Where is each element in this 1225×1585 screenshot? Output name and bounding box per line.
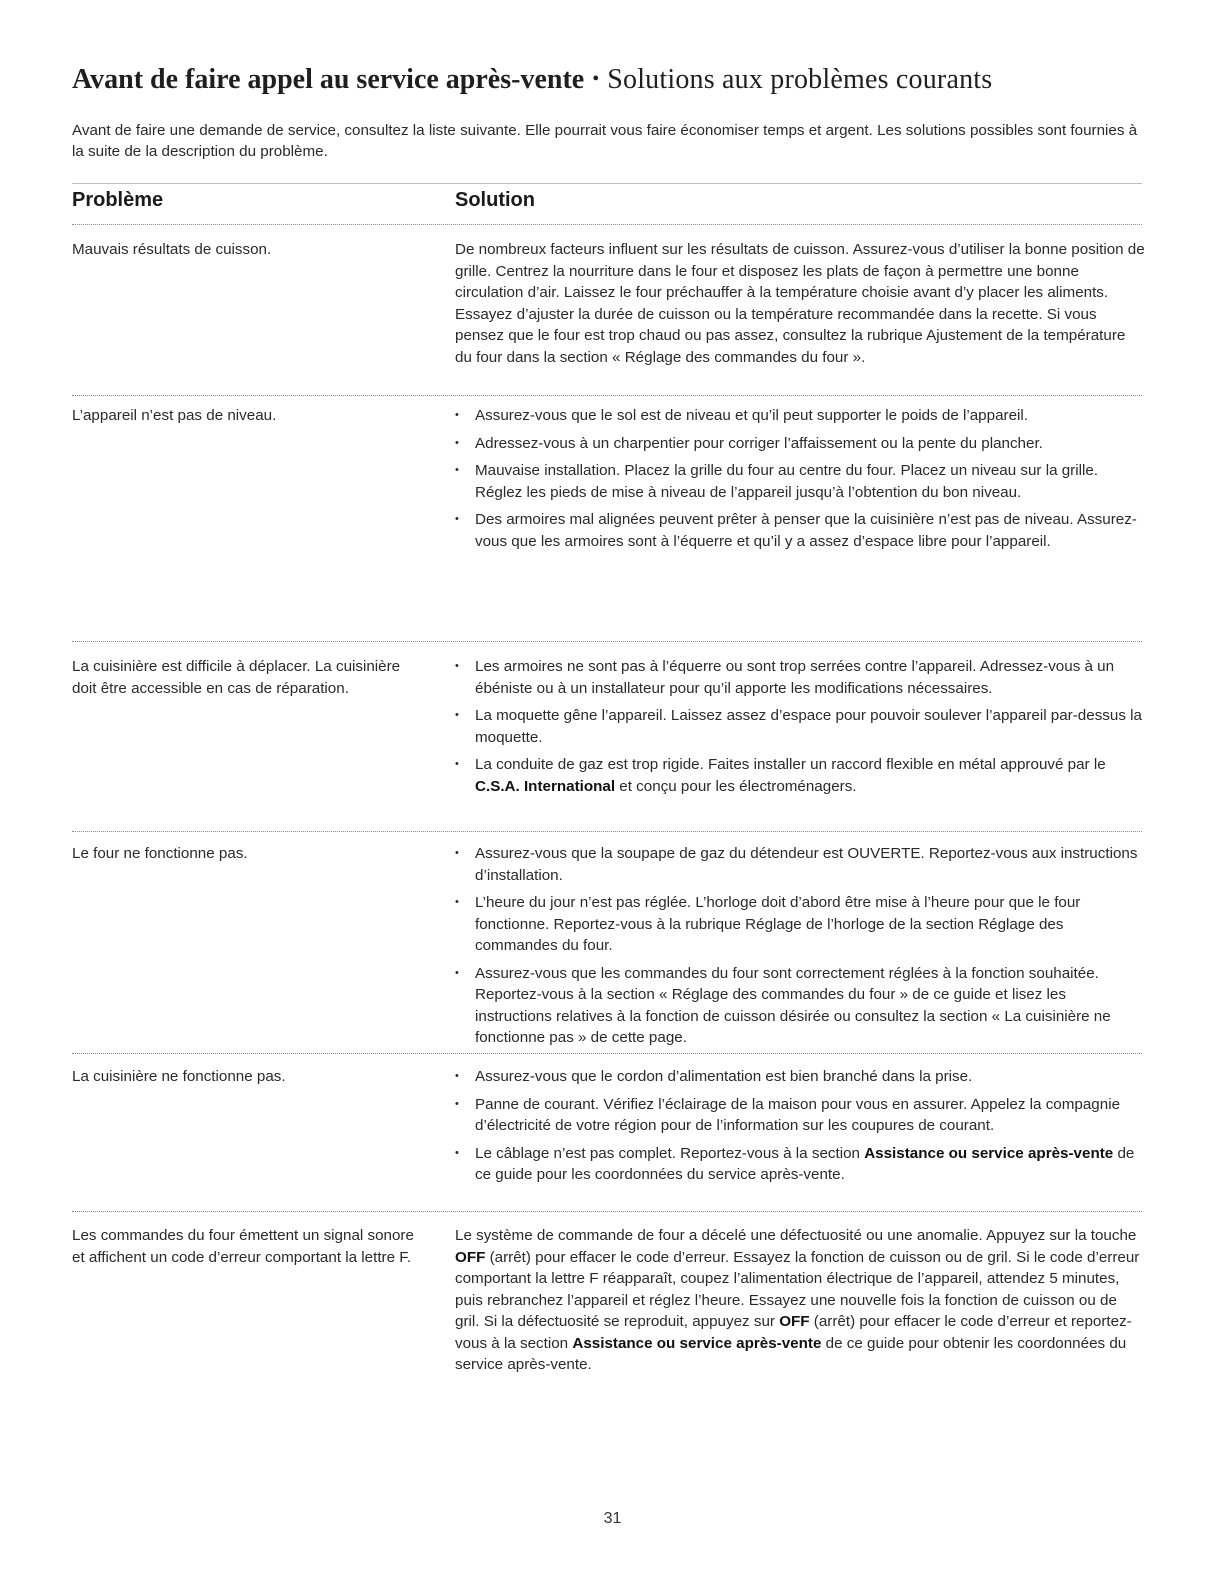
- title-bullet: •: [592, 68, 600, 90]
- bold-term: OFF: [455, 1248, 486, 1266]
- solution-bullet: • La moquette gêne l’appareil. Laissez assez d’espace pour pouvoir soulever l’appareil par-dessus la moquette.: [455, 705, 1145, 748]
- solution-bullet: • Assurez-vous que le cordon d’alimentation est bien branché dans la prise.: [455, 1066, 1145, 1088]
- solution-list-4: [455, 843, 1145, 1055]
- header-divider: [72, 224, 1142, 225]
- row-divider-1: [72, 395, 1142, 396]
- table-top-rule: [72, 183, 1142, 184]
- solution-bullet: • La conduite de gaz est trop rigide. Faites installer un raccord flexible en métal approuvé par le C.S.A. International et conçu pour les électroménagers.: [455, 754, 1145, 797]
- solution-list-3: [455, 656, 1145, 803]
- solution-bullet: • Le câblage n’est pas complet. Reportez-vous à la section Assistance ou service après-vente de ce guide pour les coordonnées du service après-vente.: [455, 1143, 1145, 1186]
- header-problem: Problème: [72, 189, 164, 211]
- bold-term: Assistance ou service après-vente: [864, 1144, 1114, 1162]
- row-divider-5: [72, 1211, 1142, 1212]
- page-title: [72, 64, 1172, 96]
- problem-text-2: L’appareil n’est pas de niveau.: [72, 407, 277, 424]
- header-solution: Solution: [455, 189, 535, 211]
- title-subtitle: Solutions aux problèmes courants: [607, 64, 993, 95]
- solution-bullet: • Les armoires ne sont pas à l’équerre ou sont trop serrées contre l’appareil. Adressez-vous à un ébéniste ou à un installateur pour qu’il apporte les modifications nécessaires.: [455, 656, 1145, 699]
- intro-paragraph: Avant de faire une demande de service, consultez la liste suivante. Elle pourrait vous faire économiser temps et argent. Les solutions possibles sont fournies à la suite de la description du problème.: [72, 122, 1138, 160]
- row-divider-3: [72, 831, 1142, 832]
- solution-bullet: • Adressez-vous à un charpentier pour corriger l’affaissement ou la pente du plancher.: [455, 433, 1145, 455]
- solution-bullet: • Des armoires mal alignées peuvent prêter à penser que la cuisinière n’est pas de niveau. Assurez-vous que les armoires sont à l’équerre et qu’il y a assez d’espace libre pour l’appareil.: [455, 509, 1145, 552]
- problem-text-6: Les commandes du four émettent un signal sonore et affichent un code d’erreur comportant la lettre F.: [72, 1227, 414, 1266]
- solution-list-2: [455, 405, 1145, 558]
- problem-text-4: Le four ne fonctionne pas.: [72, 845, 248, 862]
- solution-bullet: • Assurez-vous que le sol est de niveau et qu’il peut supporter le poids de l’appareil.: [455, 405, 1145, 427]
- solution-text-6: Le système de commande de four a décelé une défectuosité ou une anomalie. Appuyez sur la touche OFF (arrêt) pour effacer le code d’erreur. Essayez la fonction de cuisson ou de gril. Si le code d’erreur comportant la lettre F réapparaît, coupez l’alimentation électrique de l’appareil, attendez 5 minutes, puis rebranchez l’appareil et réglez l’heure. Essayez une nouvelle fois la fonction de cuisson ou de gril. Si la défectuosité se reproduit, appuyez sur OFF (arrêt) pour effacer le code d’erreur et reportez-vous à la section Assistance ou service après-vente de ce guide pour obtenir les coordonnées du service après-vente.: [455, 1227, 1140, 1373]
- bold-term: OFF: [779, 1313, 810, 1330]
- problem-text-1: Mauvais résultats de cuisson.: [72, 241, 272, 258]
- solution-bullet: • Assurez-vous que les commandes du four sont correctement réglées à la fonction souhaitée. Reportez-vous à la section « Réglage des commandes du four » de ce guide et lisez les instructions relatives à la fonction de cuisson désirée ou consultez la section « La cuisinière ne fonctionne pas » de cette page.: [455, 963, 1145, 1049]
- row-divider-2: [72, 641, 1142, 642]
- solution-list-5: [455, 1066, 1145, 1192]
- solution-bullet: • Mauvaise installation. Placez la grille du four au centre du four. Placez un niveau sur la grille. Réglez les pieds de mise à niveau de l’appareil jusqu’à l’obtention du bon niveau.: [455, 460, 1145, 503]
- problem-text-3: La cuisinière est difficile à déplacer. La cuisinière doit être accessible en cas de réparation.: [72, 658, 401, 697]
- solution-bullet: • Assurez-vous que la soupape de gaz du détendeur est OUVERTE. Reportez-vous aux instructions d’installation.: [455, 843, 1145, 886]
- bold-term: C.S.A. International: [475, 777, 616, 795]
- problem-text-5: La cuisinière ne fonctionne pas.: [72, 1068, 286, 1085]
- solution-text-1: De nombreux facteurs influent sur les résultats de cuisson. Assurez-vous d’utiliser la bonne position de grille. Centrez la nourriture dans le four et disposez les plats de façon à permettre une bonne circulation d’air. Laissez le four préchauffer à la température choisie avant d’y placer les aliments. Essayez d’ajuster la durée de cuisson ou la température recommandée dans la recette. Si vous pensez que le four est trop chaud ou pas assez, consultez la rubrique Ajustement de la température du four dans la section « Réglage des commandes du four ».: [455, 241, 1145, 366]
- page-number: 31: [603, 1510, 622, 1527]
- row-divider-4: [72, 1053, 1142, 1054]
- solution-bullet: • Panne de courant. Vérifiez l’éclairage de la maison pour vous en assurer. Appelez la compagnie d’électricité de votre région pour de l’information sur les coupures de courant.: [455, 1094, 1145, 1137]
- title-bold: Avant de faire appel au service après-vente: [72, 64, 585, 95]
- solution-bullet: • L’heure du jour n’est pas réglée. L’horloge doit d’abord être mise à l’heure pour que le four fonctionne. Reportez-vous à la rubrique Réglage de l’horloge de la section Réglage des commandes du four.: [455, 892, 1145, 957]
- bold-term: Assistance ou service après-vente: [572, 1334, 822, 1352]
